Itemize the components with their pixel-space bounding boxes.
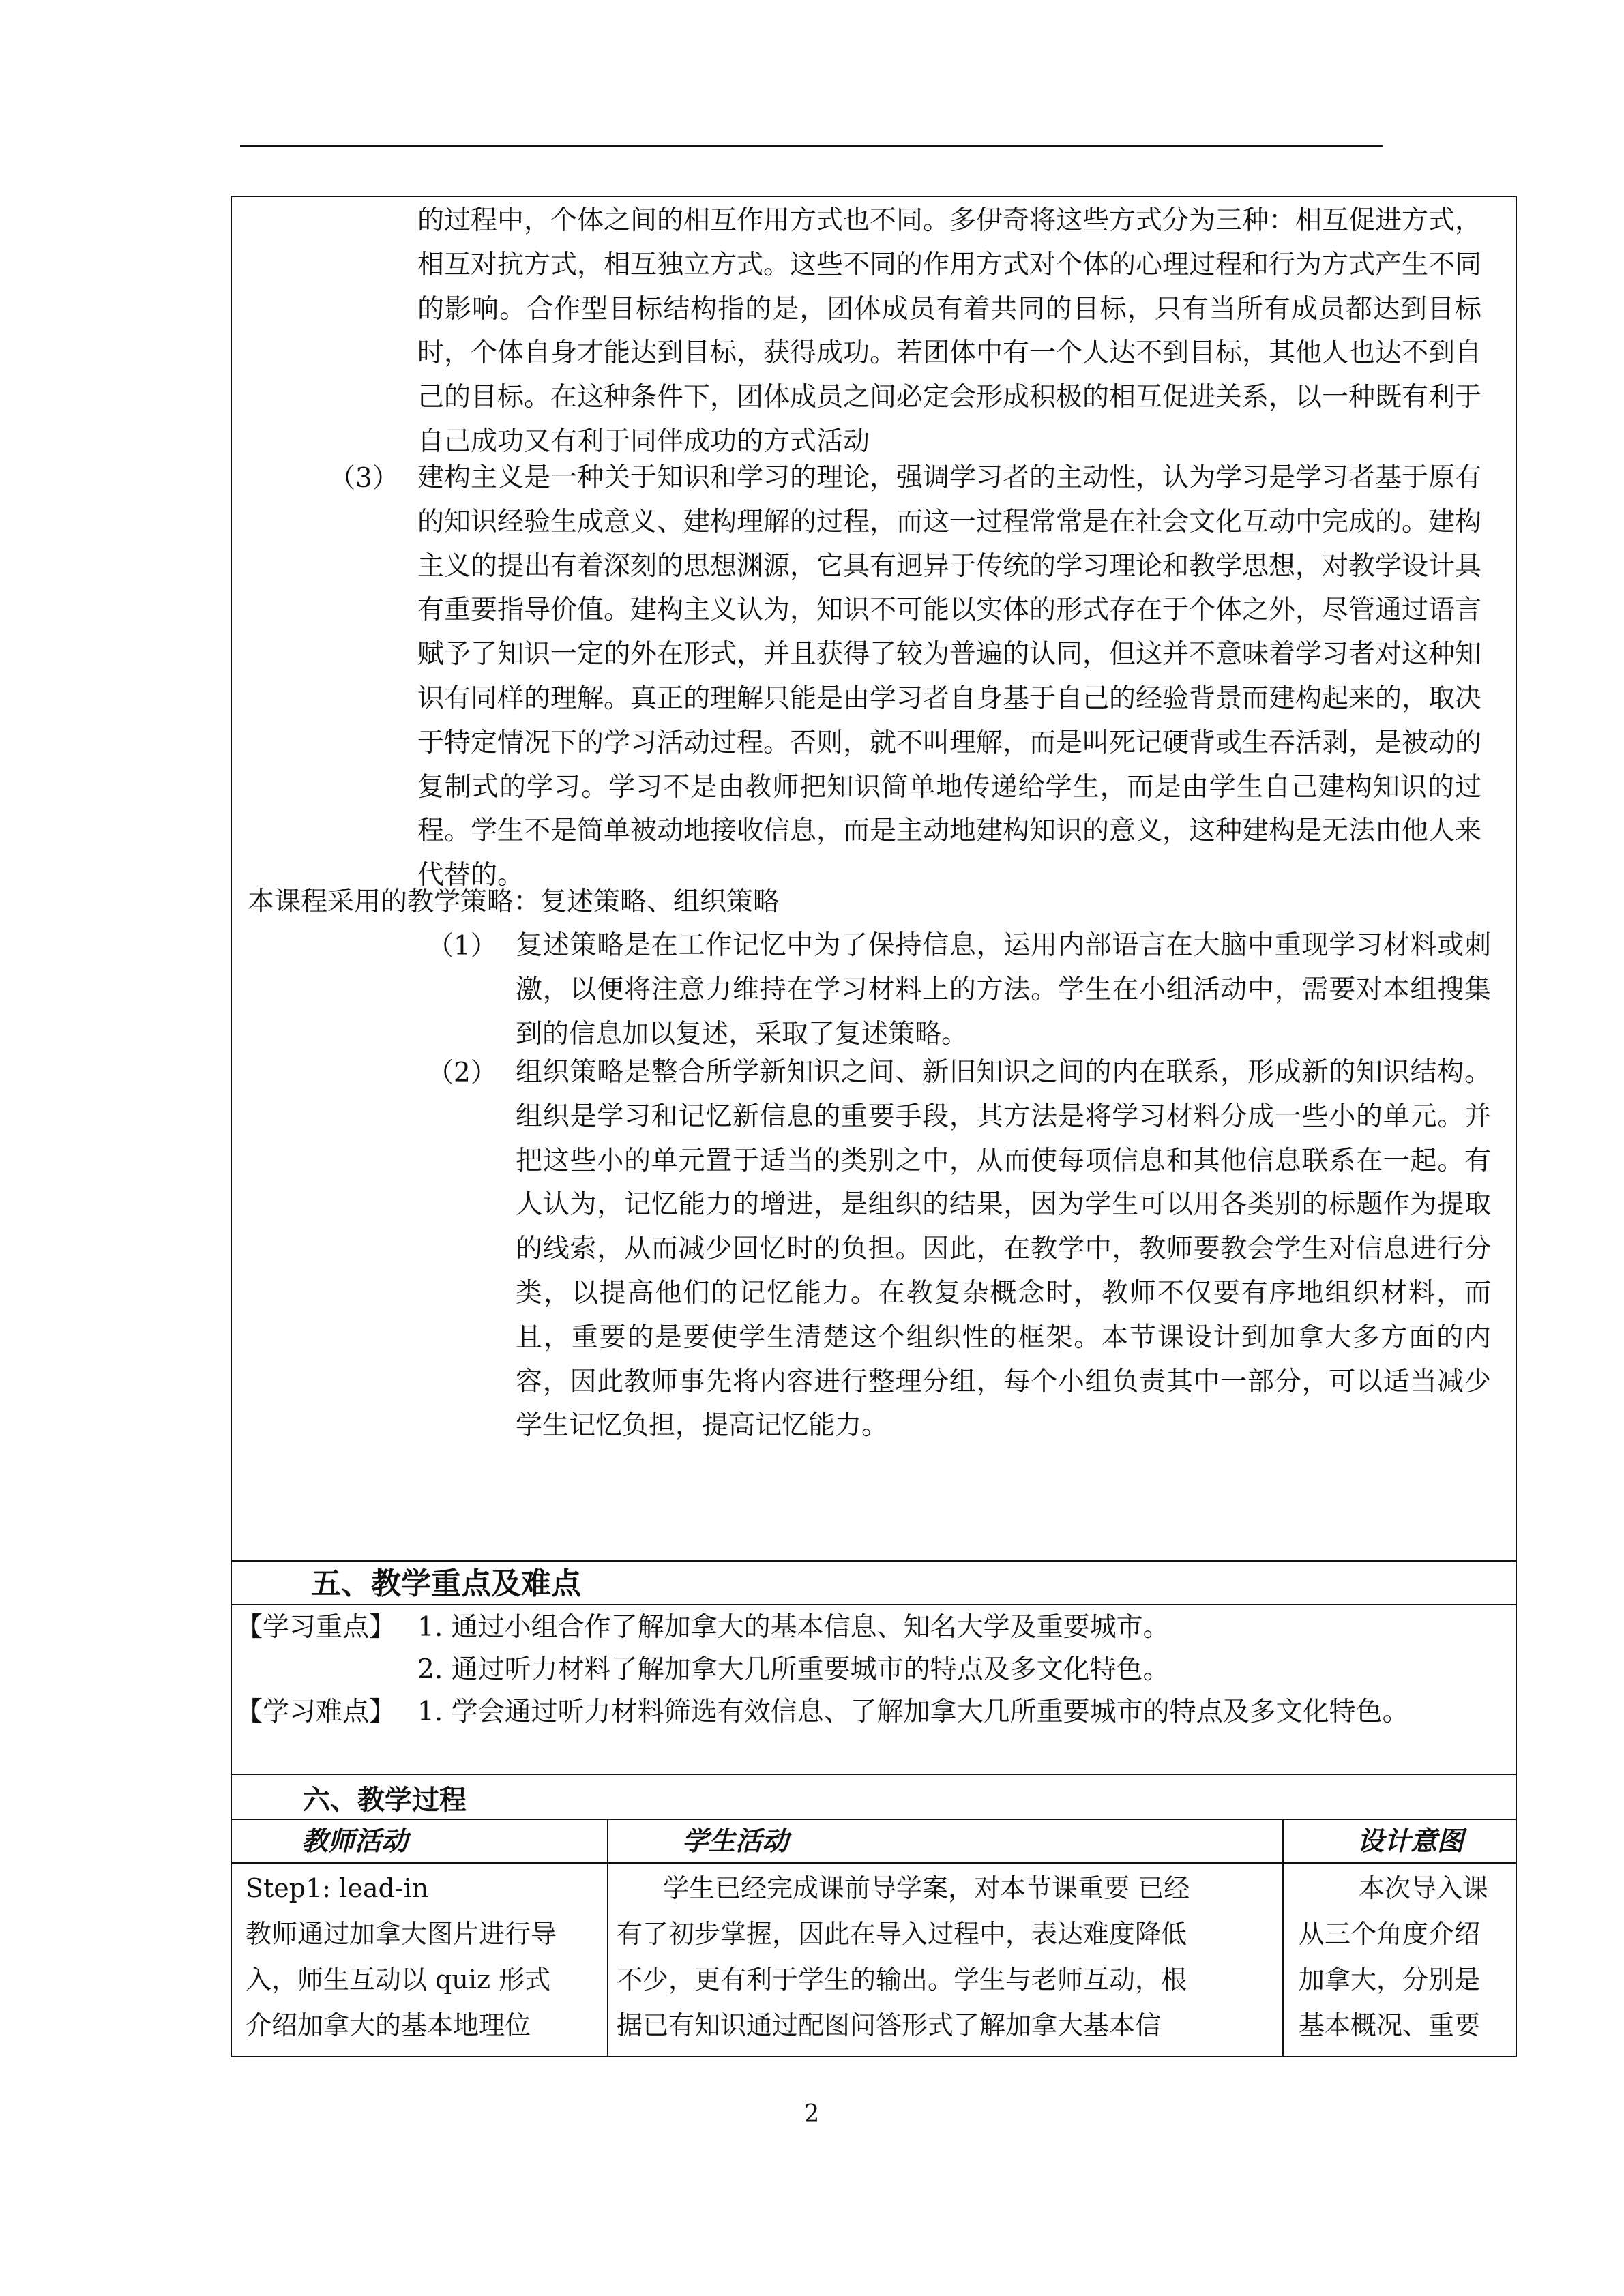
student-line: 学生已经完成课前导学案，对本节课重要 已经 [663, 1873, 1190, 1903]
section-5-title: 五、教学重点及难点 [311, 1566, 581, 1601]
column-header-intent: 设计意图 [1357, 1825, 1464, 1857]
student-line: 据已有知识通过配图问答形式了解加拿大基本信 [617, 2010, 1162, 2040]
section-6-title: 六、教学过程 [303, 1784, 467, 1816]
difficulty-label: 【学习难点】 [236, 1697, 396, 1727]
strategy-1-text: 复述策略是在工作记忆中为了保持信息，运用内部语言在大脑中重现学习材料或刺激，以便将注意力维持在学习材料上的方法。学生在小组活动中，需要对本组搜集到的信息加以复述，采取了复述策略。 [516, 930, 1491, 1049]
student-line: 有了初步掌握，因此在导入过程中，表达难度降低 [617, 1919, 1187, 1949]
intent-line: 本次导入课 [1359, 1873, 1489, 1903]
column-divider-2 [1282, 1819, 1284, 2057]
item-3-number: （3） [329, 463, 399, 494]
teacher-line: Step1: lead-in [246, 1873, 429, 1903]
page-number: 2 [803, 2100, 820, 2128]
header-rule [240, 145, 1383, 147]
strategy-heading: 本课程采用的教学策略：复述策略、组织策略 [248, 886, 780, 917]
table-header-rule [231, 1862, 1517, 1864]
teacher-line: 入，师生互动以 quiz 形式 [246, 1965, 551, 1995]
column-header-student: 学生活动 [682, 1825, 789, 1857]
strategy-2-text: 组织策略是整合所学新知识之间、新旧知识之间的内在联系，形成新的知识结构。组织是学习和记忆新信息的重要手段，其方法是将学习材料分成一些小的单元。并把这些小的单元置于适当的类别之中，从而使每项信息和其他信息联系在一起。有人认为，记忆能力的增进，是组织的结果，因为学生可以用各类别的标题作为提取的线索，从而减少回忆时的负担。因此，在教学中，教师要教会学生对信息进行分类，以提高他们的记忆能力。在教复杂概念时，教师不仅要有序地组织材料，而且，重要的是要使学生清楚这个组织性的框架。本节课设计到加拿大多方面的内容，因此教师事先将内容进行整理分组，每个小组负责其中一部分，可以适当减少学生记忆负担，提高记忆能力。 [516, 1057, 1491, 1442]
continued-paragraph: 的过程中，个体之间的相互作用方式也不同。多伊奇将这些方式分为三种：相互促进方式，相互对抗方式，相互独立方式。这些不同的作用方式对个体的心理过程和行为方式产生不同的影响。合作型目标结构指的是，团体成员有着共同的目标，只有当所有成员都达到目标时，个体自身才能达到目标，获得成功。若团体中有一个人达不到目标，其他人也达不到自己的目标。在这种条件下，团体成员之间必定会形成积极的相互促进关系，以一种既有利于自己成功又有利于同伴成功的方式活动 [417, 205, 1482, 457]
design-intent-cell [1299, 1866, 1503, 2048]
strategy-2-number: （2） [427, 1058, 497, 1088]
student-line: 不少，更有利于学生的输出。学生与老师互动，根 [617, 1965, 1187, 1995]
section-6-top-rule [231, 1774, 1517, 1775]
strategy-1-number: （1） [427, 931, 497, 961]
intent-line: 加拿大，分别是 [1299, 1965, 1481, 1995]
intent-line: 基本概况、重要 [1299, 2010, 1481, 2040]
student-activity-cell [617, 1866, 1278, 2048]
column-divider-1 [607, 1819, 608, 2057]
focus-item-1: 1. 通过小组合作了解加拿大的基本信息、知名大学及重要城市。 [417, 1612, 1170, 1643]
focus-label: 【学习重点】 [236, 1612, 396, 1643]
teacher-activity-cell [246, 1866, 600, 2048]
teacher-line: 教师通过加拿大图片进行导 [246, 1919, 557, 1949]
difficulty-item-1: 1. 学会通过听力材料筛选有效信息、了解加拿大几所重要城市的特点及多文化特色。 [417, 1697, 1409, 1727]
item-3-text: 建构主义是一种关于知识和学习的理论，强调学习者的主动性，认为学习是学习者基于原有的知识经验生成意义、建构理解的过程，而这一过程常常是在社会文化互动中完成的。建构主义的提出有着深刻的思想渊源，它具有迥异于传统的学习理论和教学思想，对教学设计具有重要指导价值。建构主义认为，知识不可能以实体的形式存在于个体之外，尽管通过语言赋予了知识一定的外在形式，并且获得了较为普遍的认同，但这并不意味着学习者对这种知识有同样的理解。真正的理解只能是由学习者自身基于自己的经验背景而建构起来的，取决于特定情况下的学习活动过程。否则，就不叫理解，而是叫死记硬背或生吞活剥，是被动的复制式的学习。学习不是由教师把知识简单地传递给学生，而是由学生自己建构知识的过程。学生不是简单被动地接收信息，而是主动地建构知识的意义，这种建构是无法由他人来代替的。 [417, 462, 1482, 891]
teacher-line: 介绍加拿大的基本地理位 [246, 2010, 531, 2040]
intent-line: 从三个角度介绍 [1299, 1919, 1481, 1949]
section-6-title-rule [231, 1819, 1517, 1820]
column-header-teacher: 教师活动 [301, 1825, 409, 1857]
focus-item-2: 2. 通过听力材料了解加拿大几所重要城市的特点及多文化特色。 [417, 1654, 1170, 1685]
